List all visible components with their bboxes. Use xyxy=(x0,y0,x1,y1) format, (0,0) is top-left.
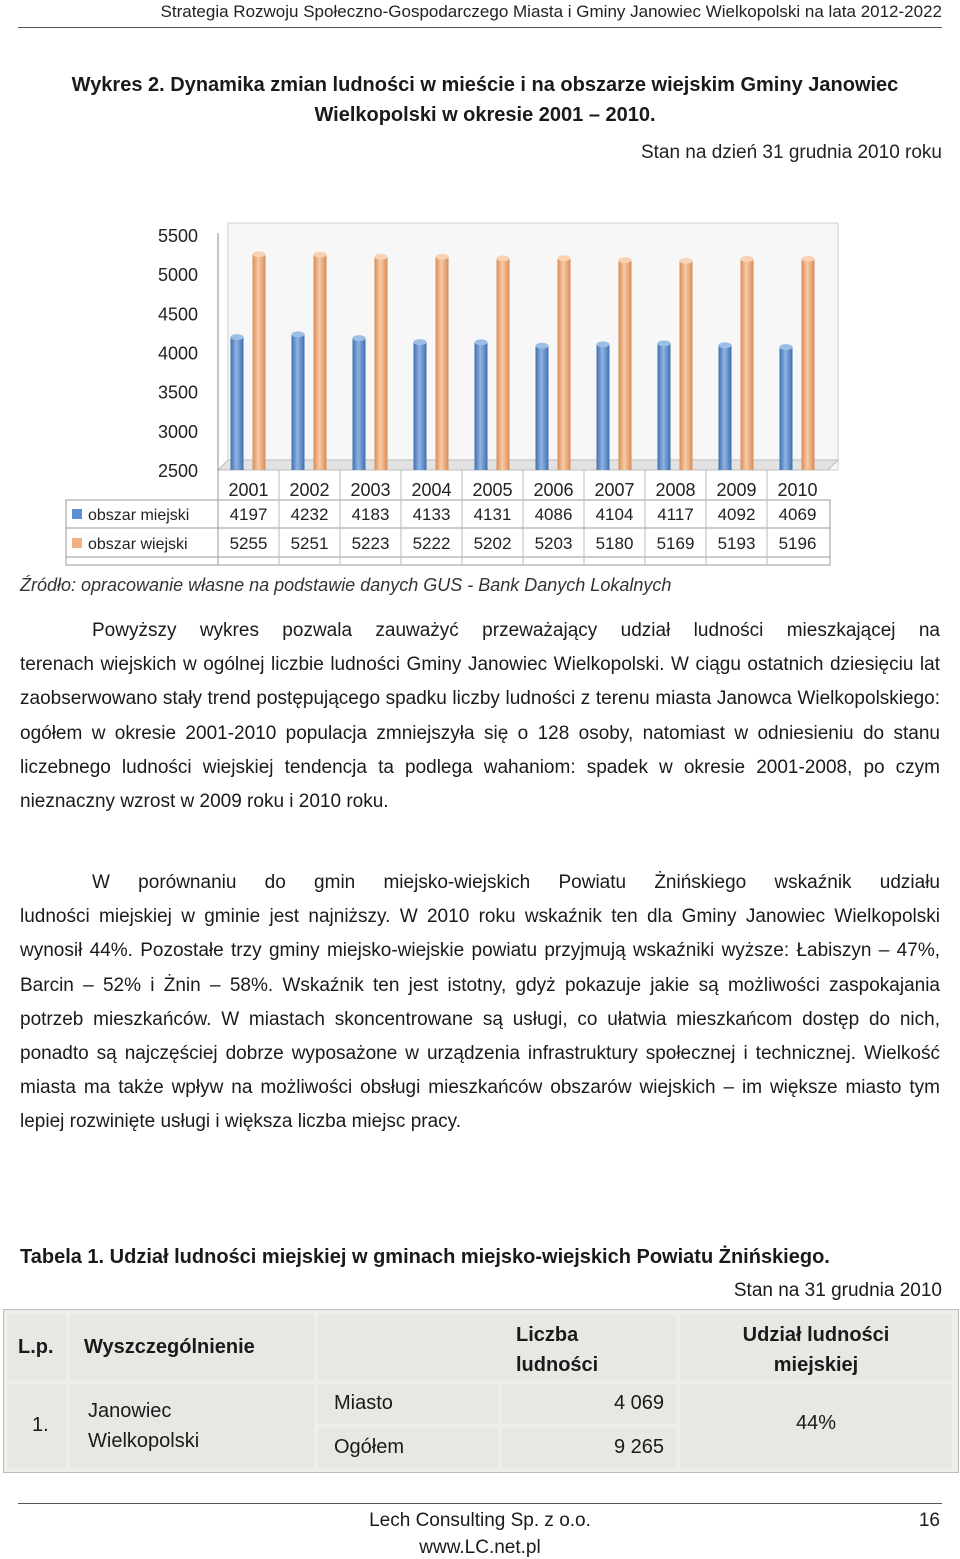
footer-company: Lech Consulting Sp. z o.o. xyxy=(369,1510,591,1531)
data-value: 5169 xyxy=(656,534,695,553)
data-value: 5180 xyxy=(595,534,634,553)
bar-top-rural xyxy=(680,258,693,264)
y-tick-label: 3500 xyxy=(157,382,198,403)
data-value: 5203 xyxy=(534,534,573,553)
bar-rural xyxy=(253,254,266,470)
y-tick-label: 4000 xyxy=(157,343,198,364)
data-value: 5255 xyxy=(229,534,268,553)
bar-top-urban xyxy=(475,339,488,345)
cell-name-line-2: Wielkopolski xyxy=(88,1430,200,1452)
paragraph-2-first-line: W porównaniu do gmin miejsko-wiejskich Powiatu Żnińskiego wskaźnik udziału xyxy=(92,872,940,893)
header-lp: L.p. xyxy=(8,1314,66,1380)
paragraph-2 xyxy=(20,866,940,1140)
data-value: 4133 xyxy=(412,505,451,524)
cell-total-value: 9 265 xyxy=(502,1428,676,1468)
population-chart xyxy=(0,200,960,570)
y-tick-label: 2500 xyxy=(157,461,198,481)
bar-rural xyxy=(497,258,510,470)
bar-urban xyxy=(231,337,244,470)
bar-rural xyxy=(436,257,449,470)
bar-urban xyxy=(414,342,427,470)
cell-name-line-1: Janowiec xyxy=(88,1400,172,1422)
x-tick-label: 2002 xyxy=(289,480,330,500)
cell-urban-share: 44% xyxy=(680,1384,952,1468)
bar-rural xyxy=(680,261,693,470)
x-tick-label: 2005 xyxy=(472,480,513,500)
bar-urban xyxy=(292,334,305,470)
bar-top-urban xyxy=(597,341,610,347)
header-urban-share-line-2: miejskiej xyxy=(773,1354,859,1376)
figure-title-line-1: Wykres 2. Dynamika zmian ludności w mieście i na obszarze wiejskim Gminy Janowiec xyxy=(71,74,899,96)
header-divider xyxy=(18,27,942,28)
cell-name xyxy=(70,1384,314,1468)
x-tick-label: 2008 xyxy=(655,480,696,500)
figure-source: Źródło: opracowanie własne na podstawie danych GUS - Bank Danych Lokalnych xyxy=(20,575,672,595)
figure-as-of-date: Stan na dzień 31 grudnia 2010 roku xyxy=(640,142,942,163)
data-value: 4069 xyxy=(778,505,817,524)
page-number: 16 xyxy=(918,1510,940,1531)
bar-rural xyxy=(314,255,327,470)
bar-top-urban xyxy=(353,335,366,341)
table-title: Tabela 1. Udział ludności miejskiej w gminach miejsko-wiejskich Powiatu Żnińskiego. xyxy=(20,1246,830,1268)
page-header xyxy=(0,0,960,30)
header-name: Wyszczególnienie xyxy=(70,1314,314,1380)
cell-lp: 1. xyxy=(8,1384,66,1468)
y-tick-label: 4500 xyxy=(157,304,198,325)
bar-top-urban xyxy=(414,339,427,345)
cell-town-value: 4 069 xyxy=(502,1384,676,1424)
figure-title-line-2: Wielkopolski w okresie 2001 – 2010. xyxy=(314,104,656,126)
bar-urban xyxy=(475,342,488,470)
bar-top-rural xyxy=(558,255,571,261)
paragraph-1-body: terenach wiejskich w ogólnej liczbie ludności Gminy Janowiec Wielkopolski. W ciągu ostatnich dziesięciu lat zaobserwowano stały trend postępującego spadku liczby ludności z terenu miasta Janowca Wielkopolskiego: ogółem w okresie 2001-2010 populacja zmniejszyła się o 128 osoby, natomiast w odniesieniu do stanu liczebnego ludności wiejskiej tendencja ta podlega wahaniom: spadek w okresie 2001-2008, po czym nieznaczny wzrost w 2009 roku i 2010 roku. xyxy=(20,654,940,813)
header-urban-share-line-1: Udział ludności xyxy=(742,1324,890,1346)
data-value: 4232 xyxy=(290,505,329,524)
x-tick-label: 2004 xyxy=(411,480,452,500)
legend-swatch xyxy=(72,509,82,519)
bar-top-rural xyxy=(253,251,266,257)
data-value: 4117 xyxy=(657,505,694,524)
bar-top-rural xyxy=(802,256,815,262)
bar-top-urban xyxy=(780,344,793,350)
bar-urban xyxy=(353,338,366,470)
urban-share-table xyxy=(3,1309,959,1473)
bar-top-urban xyxy=(536,343,549,349)
paragraph-1-first-line: Powyższy wykres pozwala zauważyć przeważający udział ludności mieszkającej na xyxy=(92,620,940,641)
bar-top-rural xyxy=(497,255,510,261)
y-tick-label: 5500 xyxy=(157,226,198,246)
bar-rural xyxy=(741,259,754,470)
bar-top-rural xyxy=(314,252,327,258)
footer-divider xyxy=(18,1503,942,1504)
data-value: 4104 xyxy=(595,505,634,524)
data-value: 4086 xyxy=(534,505,573,524)
bar-rural xyxy=(619,260,632,470)
legend-label: obszar wiejski xyxy=(88,536,188,553)
bar-top-urban xyxy=(719,342,732,348)
x-tick-label: 2006 xyxy=(533,480,574,500)
y-tick-label: 5000 xyxy=(157,265,198,286)
bar-rural xyxy=(558,258,571,470)
data-value: 4092 xyxy=(717,505,756,524)
bar-top-rural xyxy=(619,257,632,263)
bar-rural xyxy=(802,259,815,470)
figure-title xyxy=(40,70,930,130)
data-value: 5196 xyxy=(778,534,817,553)
x-tick-label: 2007 xyxy=(594,480,635,500)
header-urban-share xyxy=(680,1314,952,1380)
bar-rural xyxy=(375,257,388,470)
data-value: 5202 xyxy=(473,534,512,553)
cell-total-label: Ogółem xyxy=(318,1428,498,1468)
header-population-line-2: ludności xyxy=(516,1354,599,1376)
footer-url: www.LC.net.pl xyxy=(419,1537,541,1558)
bar-top-rural xyxy=(436,254,449,260)
y-tick-label: 3000 xyxy=(157,421,198,442)
header-population xyxy=(318,1314,676,1380)
data-value: 5193 xyxy=(717,534,756,553)
legend-swatch xyxy=(72,538,82,548)
bar-top-rural xyxy=(375,254,388,260)
bar-top-rural xyxy=(741,256,754,262)
data-value: 4131 xyxy=(473,505,512,524)
data-value: 4183 xyxy=(351,505,390,524)
bar-top-urban xyxy=(292,331,305,337)
legend-label: obszar miejski xyxy=(88,507,190,524)
x-tick-label: 2010 xyxy=(777,480,818,500)
header-population-line-1: Liczba xyxy=(516,1324,579,1346)
paragraph-2-body: ludności miejskiej w gminie jest najniższy. W 2010 roku wskaźnik ten dla Gminy Janowiec Wielkopolski wynosił 44%. Pozostałe trzy gminy miejsko-wiejskie powiatu przyjmują wskaźniki wyższe: Łabiszyn – 47%, Barcin – 52% i Żnin – 58%. Wskaźnik ten jest istotny, gdyż pokazuje jakie są możliwości zaspokajania potrzeb mieszkańców. W miastach skoncentrowane są usługi, co ułatwia mieszkańcom dostęp do nich, ponadto są najczęściej dobrze wyposażone w urządzenia infrastruktury społecznej i technicznej. Wielkość miasta ma także wpływ na możliwości obsługi mieszkańców obszarów wiejskich – im większe miasto tym lepiej rozwinięte usługi i większa liczba miejsc pracy. xyxy=(20,906,940,1133)
data-value: 5222 xyxy=(412,534,451,553)
bar-urban xyxy=(780,347,793,470)
bar-top-urban xyxy=(231,334,244,340)
bar-urban xyxy=(536,346,549,470)
table-as-of-date: Stan na 31 grudnia 2010 xyxy=(733,1280,942,1301)
data-value: 5251 xyxy=(290,534,329,553)
cell-town-label: Miasto xyxy=(318,1384,498,1424)
paragraph-1 xyxy=(20,614,940,819)
x-tick-label: 2003 xyxy=(350,480,391,500)
bar-top-urban xyxy=(658,340,671,346)
data-value: 5223 xyxy=(351,534,390,553)
document-title: Strategia Rozwoju Społeczno-Gospodarczego Miasta i Gminy Janowiec Wielkopolski na lata 2012-2022 xyxy=(160,2,942,21)
bar-urban xyxy=(597,344,610,470)
data-value: 4197 xyxy=(229,505,268,524)
bar-urban xyxy=(719,345,732,470)
x-tick-label: 2009 xyxy=(716,480,757,500)
bar-urban xyxy=(658,343,671,470)
x-tick-label: 2001 xyxy=(228,480,269,500)
